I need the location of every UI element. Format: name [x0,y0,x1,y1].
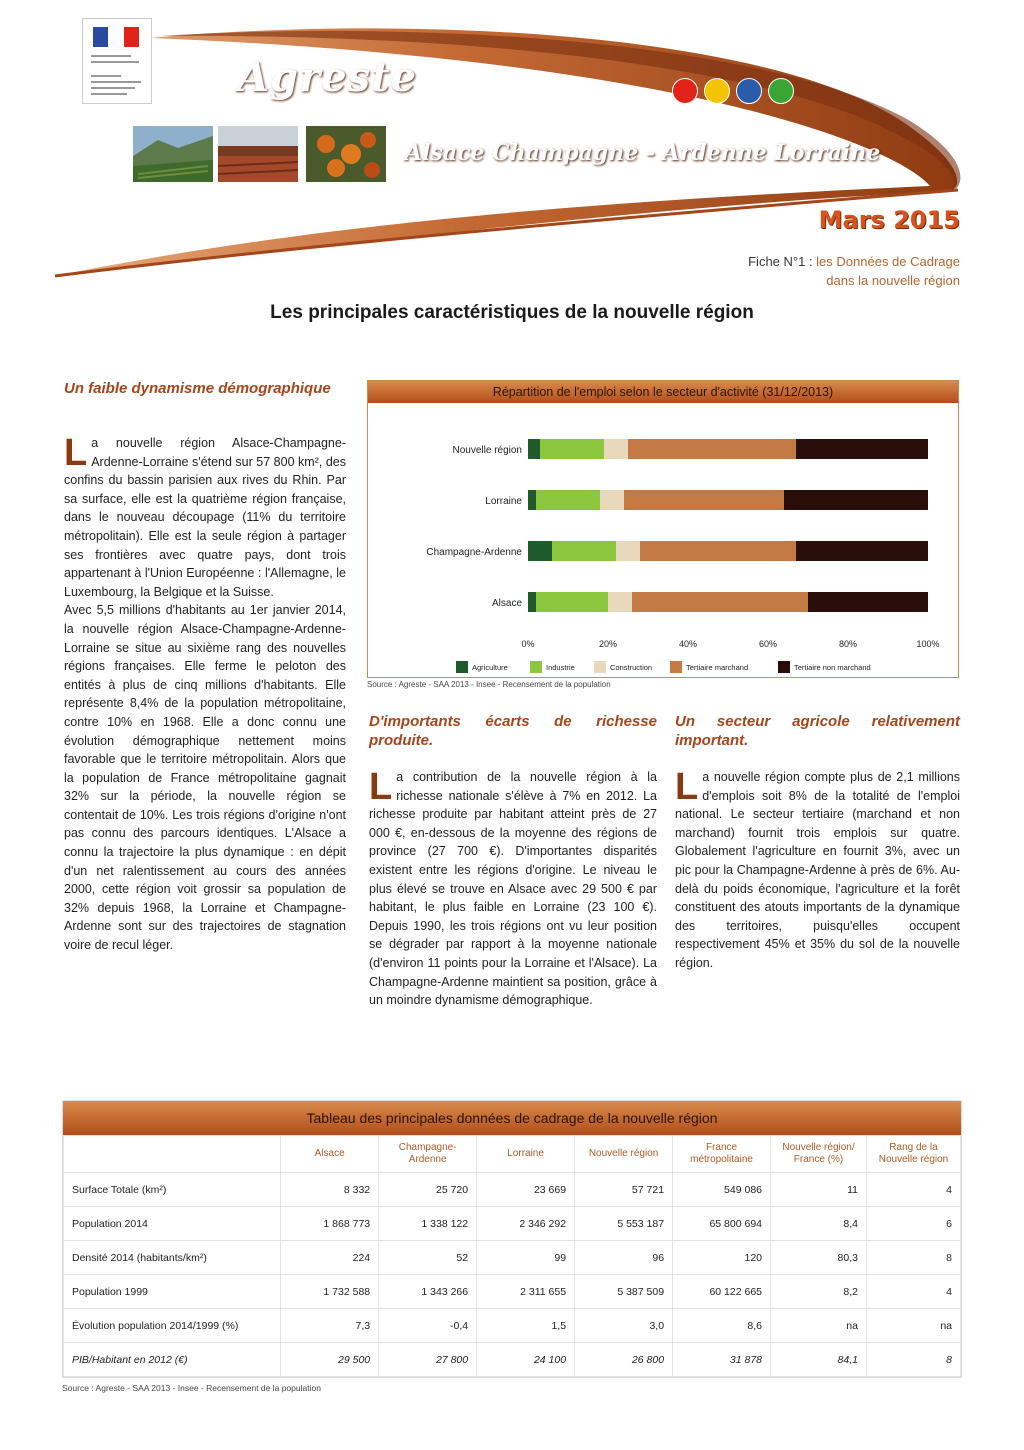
table-header-cell: Rang de la Nouvelle région [866,1136,960,1173]
table-row [64,1207,961,1241]
bar-segment [536,490,600,510]
data-table-box [62,1100,962,1378]
table-header-cell: Lorraine [477,1136,575,1173]
table-header-cell: Nouvelle région [575,1136,673,1173]
section-title-wealth: D'importants écarts de richesse produite. [369,713,657,749]
x-tick-label: 80% [838,639,858,649]
legend-swatch [530,661,542,673]
legend-label: Industrie [546,663,575,672]
bar-segment [784,490,928,510]
section-body-agriculture [675,768,960,973]
table-header-cell: Alsace [281,1136,379,1173]
table-cell: 1 338 122 [379,1207,477,1241]
category-label: Nouvelle région [452,445,522,456]
table-cell: 224 [281,1241,379,1275]
fiche-label [748,252,960,290]
bar-segment [540,439,604,459]
table-cell: 1 868 773 [281,1207,379,1241]
category-label: Lorraine [485,496,522,507]
table-cell: 26 800 [575,1343,673,1377]
section-body-demography [64,434,346,955]
legend-label: Construction [610,663,653,672]
table-cell: 25 720 [379,1173,477,1207]
bar-segment [536,592,608,612]
bar-segment [628,439,796,459]
regions-title: Alsace Champagne - Ardenne Lorraine [405,140,881,166]
table-cell: 1 732 588 [281,1275,379,1309]
bar-segment [528,541,552,561]
table-cell: 6 [866,1207,960,1241]
table-cell: 4 [866,1173,960,1207]
table-cell: 549 086 [673,1173,771,1207]
dot-red [672,78,698,104]
table-cell: 24 100 [477,1343,575,1377]
ministry-logo [82,18,152,104]
table-row [64,1241,961,1275]
table-cell: 1 343 266 [379,1275,477,1309]
bar-segment [528,490,536,510]
table-cell: 80,3 [771,1241,867,1275]
table-cell: 96 [575,1241,673,1275]
table-cell: 57 721 [575,1173,673,1207]
table-header-cell: Nouvelle région/ France (%) [771,1136,867,1173]
table-header-cell: Champagne-Ardenne [379,1136,477,1173]
page-title: Les principales caractéristiques de la nouvelle région [270,302,754,323]
table-cell: 120 [673,1241,771,1275]
fiche-subtitle-2: dans la nouvelle région [826,273,960,288]
section-title-demography: Un faible dynamisme démographique [64,380,331,397]
table-cell: 27 800 [379,1343,477,1377]
bar-segment [608,592,632,612]
table-cell: 8 [866,1343,960,1377]
table-cell: 99 [477,1241,575,1275]
row-label: Surface Totale (km²) [64,1173,281,1207]
chart-title: Répartition de l'emploi selon le secteur d'activité (31/12/2013) [368,381,958,403]
paragraph: Avec 5,5 millions d'habitants au 1er janvier 2014, la nouvelle région Alsace-Champagne-Ardenne-Lorraine se situe au sixième rang des nouvelles régions françaises. Elle ferme le peloton des entités à plus de cinq millions d'habitants. Elle représente 8,4% de la population métropolitaine, contre 10% en 1968. Elle a donc connu une évolution démographique nettement moins favorable que le territoire métropolitain. Alors que la population de France métropolitaine gagnait 32% sur la période, la nouvelle région se contentait de 10%. Les trois régions d'origine n'ont pas connu des parcours identiques. L'Alsace a connu la trajectoire la plus dynamique : en dépit d'un net ralentissement au cours des années 2000, cette région voit grossir sa population de 32% depuis 1968, la Lorraine et Champagne-Ardenne sont sur des trajectoires de stagnation voire de recul léger. [64,603,346,953]
bar-segment [640,541,796,561]
fiche-number: Fiche N°1 : [748,254,817,269]
dot-green [768,78,794,104]
table-cell: 84,1 [771,1343,867,1377]
bar-segment [528,592,536,612]
table-cell: 8,4 [771,1207,867,1241]
table-cell: 5 553 187 [575,1207,673,1241]
dropcap: L [64,432,88,474]
table-cell: 2 346 292 [477,1207,575,1241]
table-cell: 65 800 694 [673,1207,771,1241]
table-cell: 8 [866,1241,960,1275]
dropcap: L [369,766,393,808]
chart-source: Source : Agreste - SAA 2013 - Insee - Recensement de la population [367,680,611,689]
dropcap: L [675,766,699,808]
table-cell: 23 669 [477,1173,575,1207]
photo-vineyard [133,126,213,182]
paragraph: a contribution de la nouvelle région à la richesse nationale s'élève à 7% en 2012. La richesse produite par habitant atteint près de 27 000 €, en-dessous de la moyenne des régions de province (27 700 €). D'importantes disparités existent entre les régions d'origine. Le niveau le plus élevé se trouve en Alsace avec 29 500 € par habitant, le plus faible en Lorraine (23 100 €). Depuis 1990, les trois régions ont vu leur position se dégrader par rapport à la moyenne nationale (d'environ 11 points pour la Lorraine et l'Alsace). La Champagne-Ardenne maintient sa position, grâce à un moindre dynamisme démographique. [369,770,657,1008]
table-cell: 11 [771,1173,867,1207]
table-cell: -0,4 [379,1309,477,1343]
row-label: Population 2014 [64,1207,281,1241]
bar-segment [808,592,928,612]
paragraph: a nouvelle région compte plus de 2,1 millions d'emplois soit 8% de la totalité de l'emploi national. Le secteur tertiaire (marchand et non marchand) fournit trois emplois sur quatre. Globalement l'agriculture en fournit 3%, avec un pic pour la Champagne-Ardenne à près de 6%. Au-delà du poids économique, l'agriculture et la forêt constituent des atouts importants de la dynamique des territoires, puisqu'elles occupent respectivement 45% et 35% du sol de la nouvelle région. [675,770,960,970]
table-header-row [64,1136,961,1173]
fiche-subtitle-1: les Données de Cadrage [816,254,960,269]
row-label: Évolution population 2014/1999 (%) [64,1309,281,1343]
table-row [64,1343,961,1377]
bar-segment [624,490,784,510]
table-cell: 52 [379,1241,477,1275]
table-header-cell: France métropolitaine [673,1136,771,1173]
employment-chart [367,380,959,678]
legend-swatch [456,661,468,673]
table-source: Source : Agreste - SAA 2013 - Insee - Recensement de la population [62,1383,321,1393]
table-cell: 8 332 [281,1173,379,1207]
paragraph: a nouvelle région Alsace-Champagne-Ardenne-Lorraine s'étend sur 57 800 km², des confins du bassin parisien aux rives du Rhin. Par sa surface, elle est la quatrième région française, dans le nouveau découpage (11% du territoire métropolitain). Elle est la seule région à partager ses frontières avec quatre pays, dont trois appartenant à l'Union Européenne : l'Allemagne, le Luxembourg, la Belgique et la Suisse. [64,436,346,599]
row-label: PIB/Habitant en 2012 (€) [64,1343,281,1377]
table-cell: 1,5 [477,1309,575,1343]
table-cell: 5 387 509 [575,1275,673,1309]
chart-plot [368,403,958,675]
category-label: Alsace [491,598,522,609]
bar-segment [528,439,540,459]
bar-segment [600,490,624,510]
table-cell: 60 122 665 [673,1275,771,1309]
french-flag-icon [93,27,139,47]
row-label: Densité 2014 (habitants/km²) [64,1241,281,1275]
table-cell: 8,6 [673,1309,771,1343]
x-tick-label: 0% [521,639,535,649]
bar-segment [796,439,928,459]
legend-label: Tertiaire non marchand [794,663,871,672]
category-label: Champagne-Ardenne [426,547,522,558]
table-row [64,1275,961,1309]
table-cell: na [866,1309,960,1343]
table-cell: 7,3 [281,1309,379,1343]
legend-label: Tertiaire marchand [686,663,749,672]
table-cell: 3,0 [575,1309,673,1343]
publication-date: Mars 2015 [818,206,960,234]
table-header-cell [64,1136,281,1173]
bar-segment [604,439,628,459]
section-body-wealth [369,768,657,1010]
photo-fruit [306,126,386,182]
x-tick-label: 60% [758,639,778,649]
data-table [63,1135,961,1377]
legend-swatch [594,661,606,673]
x-tick-label: 100% [916,639,940,649]
x-tick-label: 20% [598,639,618,649]
bar-segment [616,541,640,561]
bar-segment [632,592,808,612]
table-cell: 2 311 655 [477,1275,575,1309]
table-title: Tableau des principales données de cadrage de la nouvelle région [63,1101,961,1135]
table-cell: 29 500 [281,1343,379,1377]
bar-segment [796,541,928,561]
photo-field [218,126,298,182]
table-cell: 4 [866,1275,960,1309]
bar-segment [552,541,616,561]
table-cell: 8,2 [771,1275,867,1309]
dot-blue [736,78,762,104]
table-cell: 31 878 [673,1343,771,1377]
legend-swatch [778,661,790,673]
legend-label: Agriculture [472,663,508,672]
section-title-agriculture: Un secteur agricole relativement important. [675,713,960,749]
table-cell: na [771,1309,867,1343]
table-row [64,1309,961,1343]
x-tick-label: 40% [678,639,698,649]
legend-swatch [670,661,682,673]
row-label: Population 1999 [64,1275,281,1309]
table-row [64,1173,961,1207]
agreste-brand: Agreste [238,54,417,101]
color-dots [672,78,794,104]
dot-yellow [704,78,730,104]
